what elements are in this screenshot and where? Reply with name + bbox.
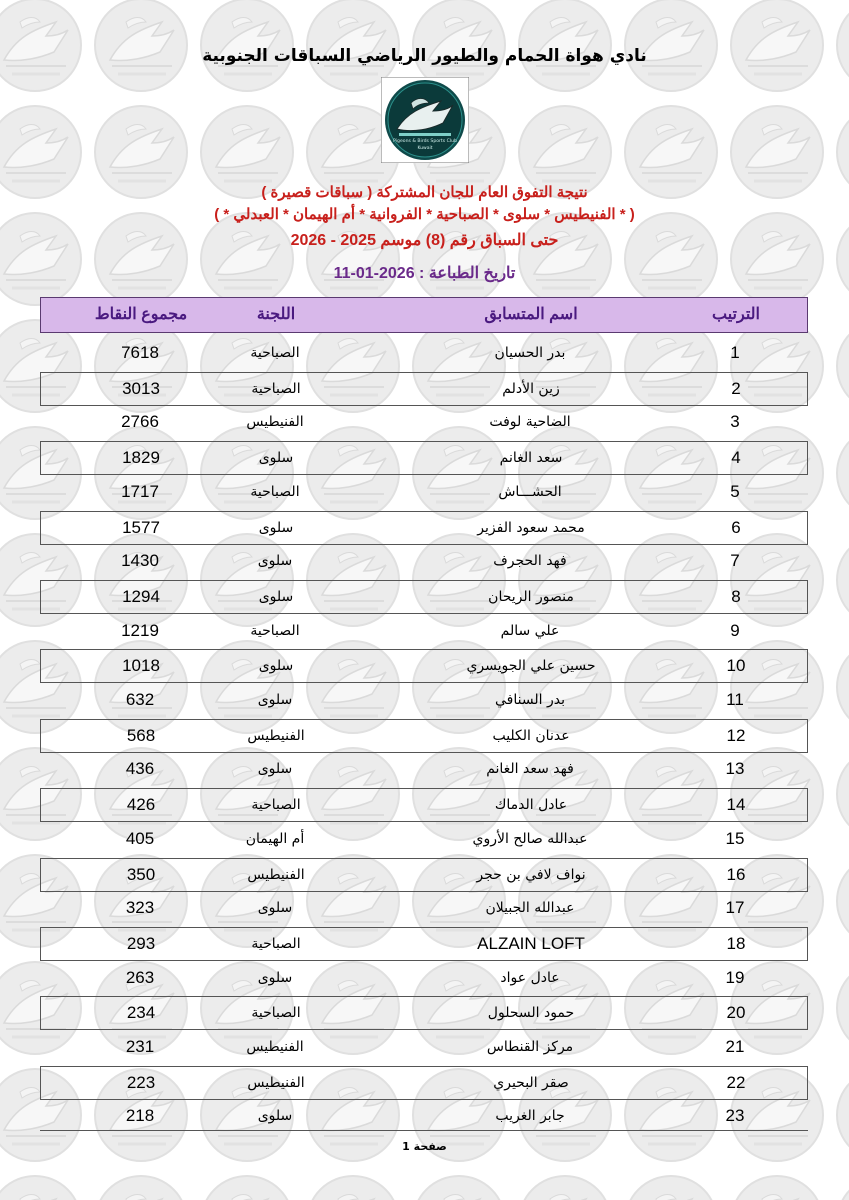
name-cell: الضاحية لوفت [489,414,571,431]
team-cell: سلوى [257,1108,293,1125]
col-points-header: مجموع النقاط [94,306,188,323]
table-row [40,788,808,822]
points-cell: 632 [125,690,155,709]
name-cell: عبدالله الجبيلان [485,900,575,917]
team-cell: الصباحية [250,345,300,361]
points-cell: 7618 [121,343,159,362]
table-row [40,1066,808,1100]
team-cell: سلوى [257,553,293,570]
name-cell: عادل عواد [500,969,560,986]
team-cell: الفنيطيس [246,414,304,431]
rank-cell: 6 [731,517,741,537]
table-row [40,511,808,545]
table-row [40,927,808,961]
committees-heading: ( * الفنيطيس * سلوى * الصباحية * الفروانية * أم الهيمان * العبدلي * ) [214,206,635,223]
table-row [40,337,808,371]
name-cell: فهد الحجرف [493,553,567,570]
team-cell: سلوى [257,900,293,917]
table-row [40,372,808,406]
table-row [40,580,808,614]
team-cell: الصباحية [250,622,300,639]
points-cell: 323 [125,898,155,918]
points-cell: 350 [126,864,156,884]
race-season-heading: حتى السباق رقم (8) موسم 2025 - 2026 [290,232,559,249]
points-cell: 1829 [122,448,160,468]
points-cell: 223 [126,1072,156,1092]
result-heading: نتيجة التفوق العام للجان المشتركة ( سباقات قصيرة ) [261,184,588,201]
team-cell: سلوى [257,969,293,986]
team-cell: سلوى [258,588,294,605]
rank-cell: 1 [730,343,740,362]
points-cell: 218 [125,1106,155,1126]
table-row [40,753,808,787]
points-cell: 1219 [121,620,159,640]
rank-cell: 16 [726,864,746,884]
logo-caption-country: Kuwait [417,146,433,151]
name-cell: ALZAIN LOFT [477,933,585,953]
name-cell: الحشـــاش [498,483,562,500]
points-cell: 568 [126,725,156,745]
points-cell: 263 [125,967,155,987]
name-cell: زين الأدلم [502,380,560,397]
team-cell: الصباحية [251,935,301,952]
club-title: نادي هواة الحمام والطيور الرياضي السباقات الجنوبية [202,46,647,66]
table-row [40,858,808,892]
rank-cell: 3 [730,412,740,432]
rank-cell: 12 [726,725,746,745]
col-rank-header: الترتيب [712,306,760,323]
points-cell: 3013 [122,378,160,398]
team-cell: الصباحية [251,1005,301,1022]
team-cell: سلوى [258,519,294,536]
points-cell: 405 [125,828,155,848]
team-cell: سلوى [258,450,294,467]
points-cell: 1294 [122,586,160,606]
name-cell: عدنان الكليب [492,727,570,744]
rank-cell: 9 [730,620,740,640]
rank-cell: 23 [725,1106,745,1126]
table-row [40,476,808,510]
rank-cell: 4 [731,448,741,468]
rank-cell: 2 [731,378,741,398]
table-bottom-border [40,1130,808,1131]
table-row [40,545,808,579]
points-cell: 1717 [121,481,159,501]
rank-cell: 11 [726,690,744,709]
points-cell: 293 [126,933,156,953]
name-cell: علي سالم [500,622,560,639]
rank-cell: 22 [726,1072,746,1092]
rank-cell: 17 [725,898,745,918]
rank-cell: 7 [730,551,740,571]
points-cell: 231 [125,1037,155,1056]
points-cell: 1577 [122,517,160,537]
team-cell: الصباحية [250,483,300,500]
points-cell: 234 [126,1003,156,1023]
table-row [40,441,808,475]
rank-cell: 20 [726,1003,746,1023]
points-cell: 1018 [122,656,160,676]
table-row [40,615,808,649]
name-cell: سعد الغانم [499,450,563,467]
table-header [40,297,808,333]
team-cell: سلوى [258,658,294,675]
rank-cell: 14 [726,795,746,815]
logo-caption: Pigeons & Birds Sports Club [393,139,457,144]
table-row [40,684,808,718]
table-row [40,719,808,753]
rank-cell: 10 [726,656,746,676]
table-row [40,406,808,440]
name-cell: فهد سعد الغانم [486,761,574,778]
team-cell: أم الهيمان [245,830,305,847]
table-row [40,1031,808,1065]
col-team-header: اللجنة [256,306,296,323]
rank-cell: 15 [725,828,745,848]
name-cell: صقر البحيري [493,1074,569,1091]
team-cell: الفنيطيس [247,866,305,883]
points-cell: 1430 [121,551,159,571]
rank-cell: 18 [726,933,746,953]
name-cell: نواف لافي بن حجر [476,866,586,883]
name-cell: مركز القنطاس [486,1039,574,1055]
points-cell: 436 [125,759,155,779]
name-cell: بدر السنافي [495,692,565,708]
pigeon-logo-icon [381,77,469,163]
name-cell: جابر الغريب [495,1108,565,1125]
team-cell: الفنيطيس [247,727,305,744]
name-cell: عادل الدماك [494,797,568,814]
rank-cell: 19 [725,967,745,987]
table-row [40,823,808,857]
name-cell: حسين علي الجويسري [466,658,596,675]
name-cell: محمد سعود الفزير [477,519,585,536]
team-cell: الصباحية [251,380,301,397]
page-number: صفحة 1 [402,1140,447,1153]
table-row [40,962,808,996]
team-cell: الفنيطيس [247,1074,305,1091]
name-cell: بدر الحسيان [494,345,566,361]
team-cell: الفنيطيس [246,1039,304,1055]
rank-cell: 13 [725,759,745,779]
name-cell: منصور الريحان [488,588,574,605]
table-row [40,892,808,926]
team-cell: سلوى [257,692,293,708]
rank-cell: 5 [730,481,740,501]
team-cell: الصباحية [251,797,301,814]
col-name-header: اسم المتسابق [484,306,578,323]
rank-cell: 8 [731,586,741,606]
points-cell: 426 [126,795,156,815]
name-cell: حمود السحلول [487,1005,575,1022]
print-date: تاريخ الطباعة : 2026-01-11 [333,265,516,282]
table-row [40,649,808,683]
points-cell: 2766 [121,412,159,432]
name-cell: عبدالله صالح الأروي [472,830,588,847]
table-row [40,996,808,1030]
team-cell: سلوى [257,761,293,778]
rank-cell: 21 [725,1037,745,1056]
